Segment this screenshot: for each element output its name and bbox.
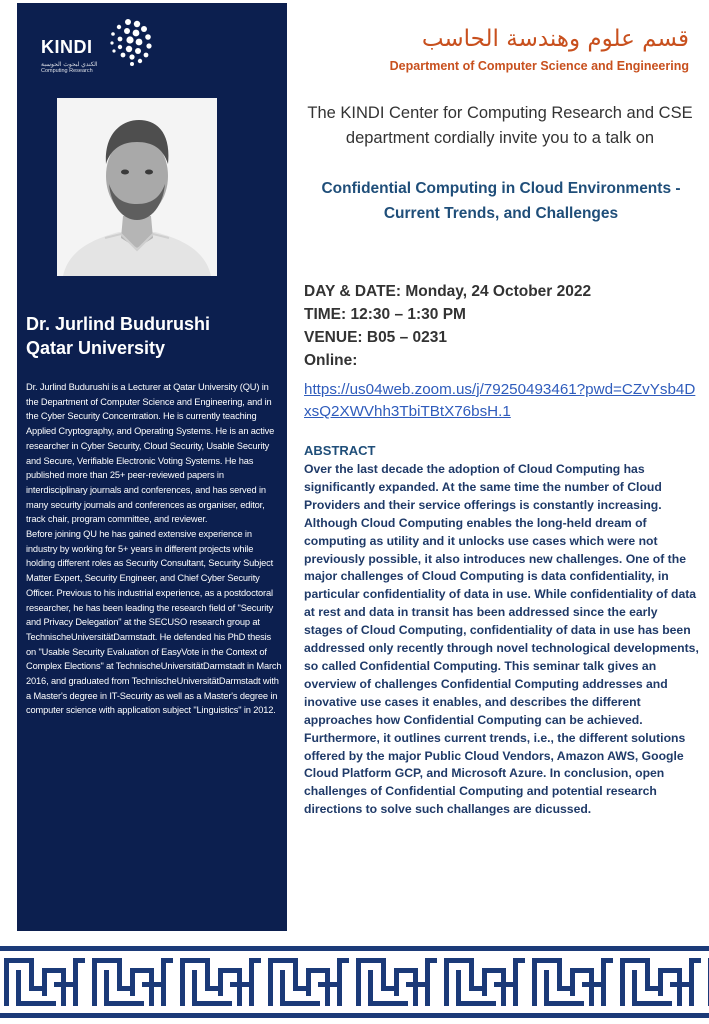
event-venue: VENUE: B05 – 0231 bbox=[304, 329, 448, 346]
abstract-text: Over the last decade the adoption of Cloud Computing has significantly expanded. At the same time the number of Cloud Providers and their service offerings is constantly increasing. Although Cloud Computing enables the long-held dream of computing as utility and it unlocks use cases which were not previously possible, it also introduces new challenges. One of the major challenges of Cloud Computing is data confidentiality, in particular confidentiality of data in use. While confidentiality of data at rest and data in transit has been addressed since the early stages of Cloud Computing, confidentiality of data in use has been addressed only recently through novel technological developments, so called Confidential Computing. This seminar talk gives an overview of challenges Confidential Computing addresses and inovative use cases it enables, and describes the different approaches how Confidential Computing can be achieved. Furthermore, it outlines current trends, i.e., the different solutions offered by the major Public Cloud Vendors, Amazon AWS, Google Cloud Platform GCP, and Microsoft Azure. In conclusion, open challenges of Confidential Computing and potential research directions to solve such challanges are dicussed. bbox=[304, 462, 699, 817]
speaker-name: Dr. Jurlind Budurushi bbox=[26, 314, 211, 334]
bio-paragraph: Dr. Jurlind Budurushi is a Lecturer at Qatar University (QU) in the Department of Computer Science and Engineering, and in the Cyber Security Concentration. He is currently teaching Applied Cryptography, and Operating Systems. He is an active researcher in Cyber Security, Cloud Security, Usable Security and Secure, Verifiable Electronic Voting Systems. He has published more than 25+ peer-reviewed papers in interdisciplinary journals and conferences, and has served in many security journals and conferences as organiser, editor, track chair, program committee, and reviewer. bbox=[26, 382, 275, 525]
kindi-logo-subtitle-ar: الكندي لبحوث الحوسبة bbox=[41, 62, 98, 68]
speaker-sidebar bbox=[17, 3, 287, 931]
dot-sphere-icon bbox=[103, 17, 153, 67]
invitation-text: The KINDI Center for Computing Research and CSE department cordially invite you to a talk on bbox=[307, 104, 693, 147]
abstract-heading: ABSTRACT bbox=[304, 443, 376, 458]
kufic-pattern-border bbox=[0, 940, 709, 1024]
zoom-meeting-link[interactable]: https://us04web.zoom.us/j/79250493461?pwd=CZvYsb4DxsQ2XWVhh3TbiTBtX76bsH.1 bbox=[304, 381, 696, 420]
speaker-bio bbox=[26, 380, 283, 718]
kindi-logo-text: KINDI bbox=[41, 37, 93, 57]
online-label: Online: bbox=[304, 352, 358, 369]
kindi-logo-subtitle-en: Computing Research bbox=[41, 68, 93, 74]
event-date: DAY & DATE: Monday, 24 October 2022 bbox=[304, 283, 592, 300]
kindi-logo bbox=[41, 17, 151, 77]
speaker-heading bbox=[26, 312, 281, 360]
talk-title: Confidential Computing in Cloud Environments - Current Trends, and Challenges bbox=[321, 180, 681, 222]
department-name-english: Department of Computer Science and Engineering bbox=[389, 59, 689, 73]
bio-paragraph: Before joining QU he has gained extensive experience in industry by working for 5+ years in different projects while holding different roles as Security Consultant, Security Subject Matter Expert, Security Engineer, and Chief Cyber Security Officer. Previous to his industrial experience, as a postdoctoral researcher, he has been leading the research field of "Security and Privacy Delegation" at the SECUSO research group at TechnischeUniversitätDarmstadt. He defended his PhD thesis on "Usable Security Evaluation of EasyVote in the Context of Complex Elections" at TechnischeUniversitätDarmstadt in March 2016, and graduated from TechnischeUniversitätDarmstadt with a Master's degree in IT-Security as well as a Master's degree in computer science with application subject "Linguistics" in 2012. bbox=[26, 529, 282, 716]
speaker-affiliation: Qatar University bbox=[26, 338, 166, 358]
speaker-portrait bbox=[57, 98, 217, 276]
event-time: TIME: 12:30 – 1:30 PM bbox=[304, 306, 466, 323]
department-name-arabic: قسم علوم وهندسة الحاسب bbox=[421, 26, 689, 52]
speaker-photo bbox=[57, 98, 217, 276]
event-details bbox=[304, 280, 699, 372]
